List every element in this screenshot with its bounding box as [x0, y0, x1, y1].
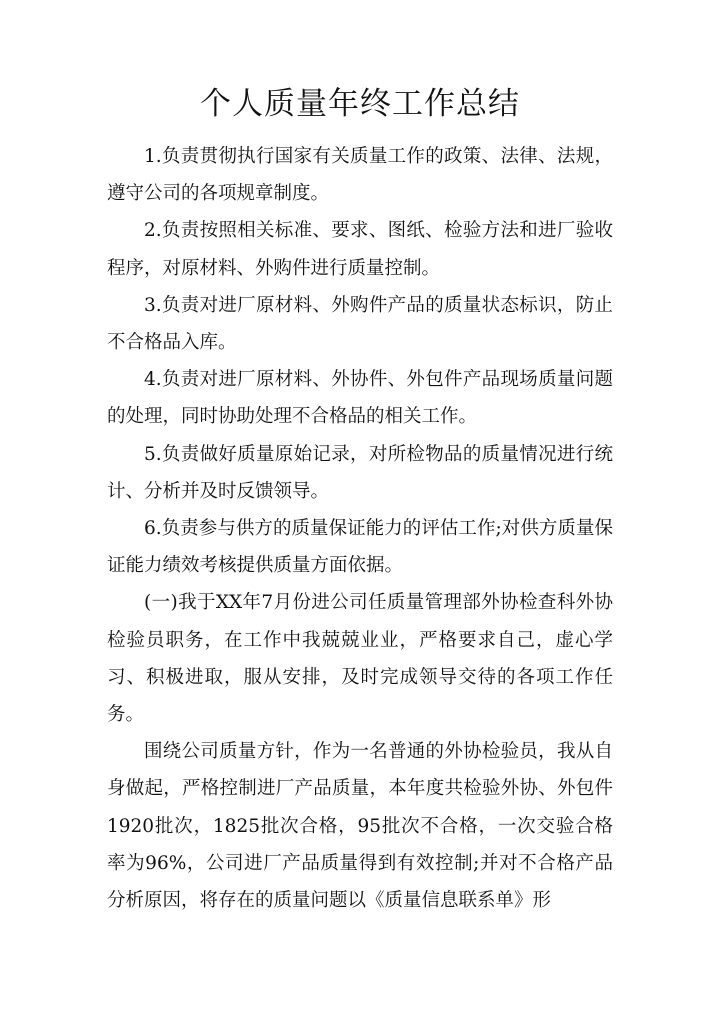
- paragraph-duty-4: 4.负责对进厂原材料、外协件、外包件产品现场质量问题的处理，同时协助处理不合格品的相关工作。: [107, 369, 613, 428]
- paragraph-duty-3: 3.负责对进厂原材料、外购件产品的质量状态标识，防止不合格品入库。: [107, 294, 613, 354]
- paragraph-duty-1: 1.负责贯彻执行国家有关质量工作的政策、法律、法规，遵守公司的各项规章制度。: [107, 146, 613, 205]
- document-body: [107, 138, 613, 919]
- paragraph-quality-summary: 围绕公司质量方针，作为一名普通的外协检验员，我从自身做起，严格控制进厂产品质量，本年度共检验外协、外包件1920批次，1825批次合格，95批次不合格，一次交验合格率为96%，公司进厂产品质量得到有效控制;并对不合格产品分析原因，将存在的质量问题以《质量信息联系单》形: [107, 741, 613, 912]
- paragraph-duty-5: 5.负责做好质量原始记录，对所检物品的质量情况进行统计、分析并及时反馈领导。: [107, 443, 613, 502]
- paragraph-duty-6: 6.负责参与供方的质量保证能力的评估工作;对供方质量保证能力绩效考核提供质量方面依据。: [107, 518, 613, 577]
- document-title: 个人质量年终工作总结: [200, 86, 520, 122]
- paragraph-section-one: (一)我于XX年7月份进公司任质量管理部外协检查科外协检验员职务，在工作中我兢兢业业，严格要求自己，虚心学习、积极进取，服从安排，及时完成领导交待的各项工作任务。: [107, 592, 613, 726]
- paragraph-duty-2: 2.负责按照相关标准、要求、图纸、检验方法和进厂验收程序，对原材料、外购件进行质量控制。: [107, 220, 613, 279]
